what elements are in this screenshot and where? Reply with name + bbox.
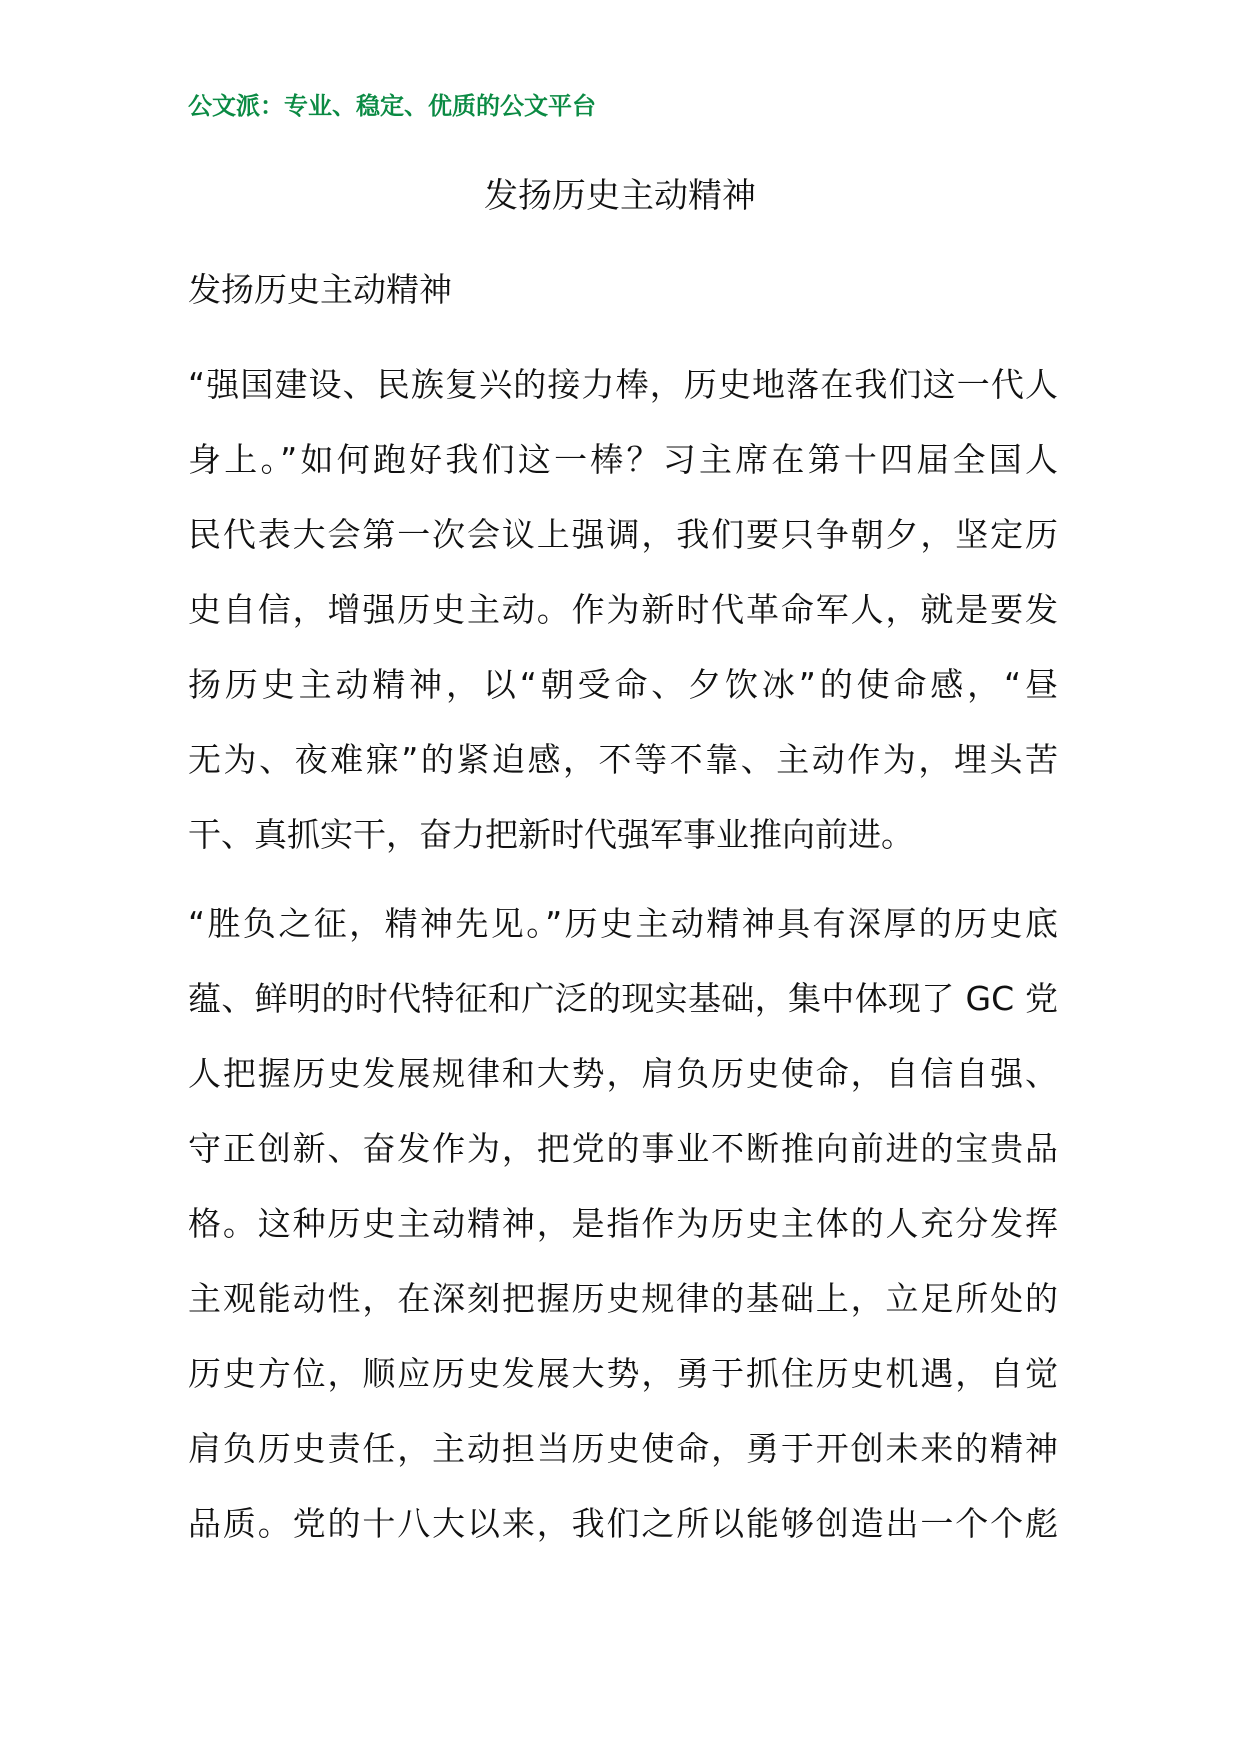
- paragraph-line: 干、真抓实干，奋力把新时代强军事业推向前进。: [188, 815, 914, 854]
- paragraph-line: 格。这种历史主动精神，是指作为历史主体的人充分发挥: [188, 1204, 1058, 1243]
- paragraph-line: “胜负之征，精神先见。”历史主动精神具有深厚的历史底: [188, 904, 1058, 943]
- paragraph-line: 身上。”如何跑好我们这一棒？习主席在第十四届全国人: [188, 440, 1058, 479]
- paragraph-line: 品质。党的十八大以来，我们之所以能够创造出一个个彪: [188, 1504, 1058, 1543]
- paragraph-line: 主观能动性，在深刻把握历史规律的基础上，立足所处的: [188, 1279, 1058, 1318]
- paragraph-line: 民代表大会第一次会议上强调，我们要只争朝夕，坚定历: [188, 515, 1058, 554]
- paragraph-line: 肩负历史责任，主动担当历史使命，勇于开创未来的精神: [188, 1429, 1058, 1468]
- document-title: 发扬历史主动精神: [484, 176, 756, 216]
- paragraph-line: 历史方位，顺应历史发展大势，勇于抓住历史机遇，自觉: [188, 1354, 1058, 1393]
- platform-header: 公文派：专业、稳定、优质的公文平台: [188, 92, 596, 120]
- paragraph-2: [188, 886, 1058, 1561]
- paragraph-line: 人把握历史发展规律和大势，肩负历史使命，自信自强、: [188, 1054, 1058, 1093]
- paragraph-line: 扬历史主动精神，以“朝受命、夕饮冰”的使命感，“昼: [188, 665, 1058, 704]
- paragraph-line: 蕴、鲜明的时代特征和广泛的现实基础，集中体现了 GC 党: [188, 979, 1058, 1018]
- paragraph-line: “强国建设、民族复兴的接力棒，历史地落在我们这一代人: [188, 365, 1058, 404]
- document-subtitle: 发扬历史主动精神: [188, 270, 452, 309]
- paragraph-line: 无为、夜难寐”的紧迫感，不等不靠、主动作为，埋头苦: [188, 740, 1058, 779]
- paragraph-line: 史自信，增强历史主动。作为新时代革命军人，就是要发: [188, 590, 1058, 629]
- paragraph-line: 守正创新、奋发作为，把党的事业不断推向前进的宝贵品: [188, 1129, 1058, 1168]
- paragraph-1: [188, 347, 1058, 872]
